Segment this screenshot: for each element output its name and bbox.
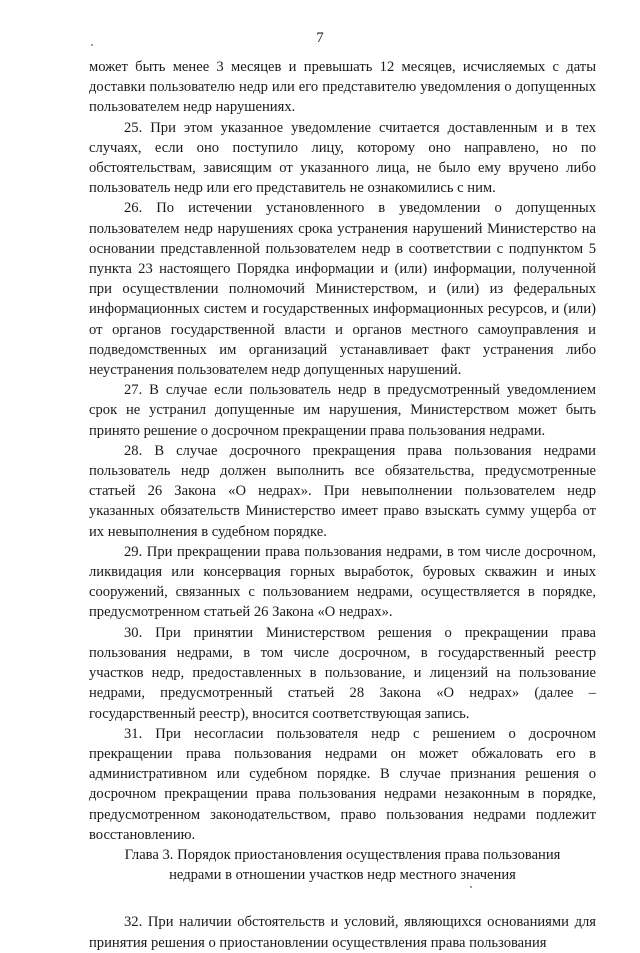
paragraph-29: 29. При прекращении права пользования недрами, в том числе досрочном, ликвидация или консервация горных выработок, буровых скважин и иных сооружений, связанных с пользованием недрами, осуществляется в порядке, предусмотренном статьей 26 Закона «О недрах». <box>89 543 596 621</box>
document-body <box>89 57 596 953</box>
chapter-heading-line-1: Глава 3. Порядок приостановления осуществления права пользования <box>124 846 561 863</box>
chapter-heading-line-2: недрами в отношении участков недр местного значения <box>169 867 516 884</box>
paragraph-26: 26. По истечении установленного в уведомлении о допущенных пользователем недр нарушениях срока устранения нарушений Министерство на основании представленной пользователем недр в соответствии с подпунктом 5 пункта 23 настоящего Порядка информации и (или) информации, полученной при осуществлении полномочий Министерством, и (или) из федеральных информационных систем и государственных информационных ресурсов, и (или) от органов государственной власти и органов местного самоуправления и подведомственных им организаций устанавливает факт устранения либо неустранения пользователем недр допущенных нарушений. <box>89 200 596 379</box>
paragraph-30: 30. При принятии Министерством решения о прекращении права пользования недрами, в том числе досрочном, в государственный реестр участков недр, предоставленных в пользование, и лицензий на пользование недрами, предусмотренный статьей 28 Закона «О недрах» (далее – государственный реестр), вносится соответствующая запись. <box>89 624 596 722</box>
paragraph-28: 28. В случае досрочного прекращения права пользования недрами пользователь недр должен выполнить все обязательства, предусмотренные статьей 26 Закона «О недрах». При невыполнении пользователем недр указанных обязательств Министерство имеет право взыскать сумму ущерба от их невыполнения в судебном порядке. <box>89 442 596 540</box>
paragraph-32: 32. При наличии обстоятельств и условий, являющихся основаниями для принятия решения о приостановлении осуществления права пользования <box>89 914 596 951</box>
paragraph-27: 27. В случае если пользователь недр в предусмотренный уведомлением срок не устранил допущенные им нарушения, Министерством может быть принято решение о досрочном прекращении права пользования недрами. <box>89 382 596 439</box>
page-number: 7 <box>316 30 324 46</box>
paragraph-25: 25. При этом указанное уведомление считается доставленным и в тех случаях, если оно поступило лицу, которому оно направлено, но по обстоятельствам, зависящим от указанного лица, не было ему вручено либо пользователь недр или его представитель не ознакомились с ним. <box>89 119 596 197</box>
paragraph-31: 31. При несогласии пользователя недр с решением о досрочном прекращении права пользования недрами он может обжаловать его в административном или судебном порядке. В случае признания решения о досрочном прекращении права пользования недрами незаконным в порядке, предусмотренном законодательством, право пользования недрами подлежит восстановлению. <box>89 725 596 843</box>
scan-speck <box>91 44 93 46</box>
paragraph-continuation: может быть менее 3 месяцев и превышать 12 месяцев, исчисляемых с даты доставки пользователю недр или его представителю уведомления о допущенных пользователем недр нарушениях. <box>89 59 596 116</box>
